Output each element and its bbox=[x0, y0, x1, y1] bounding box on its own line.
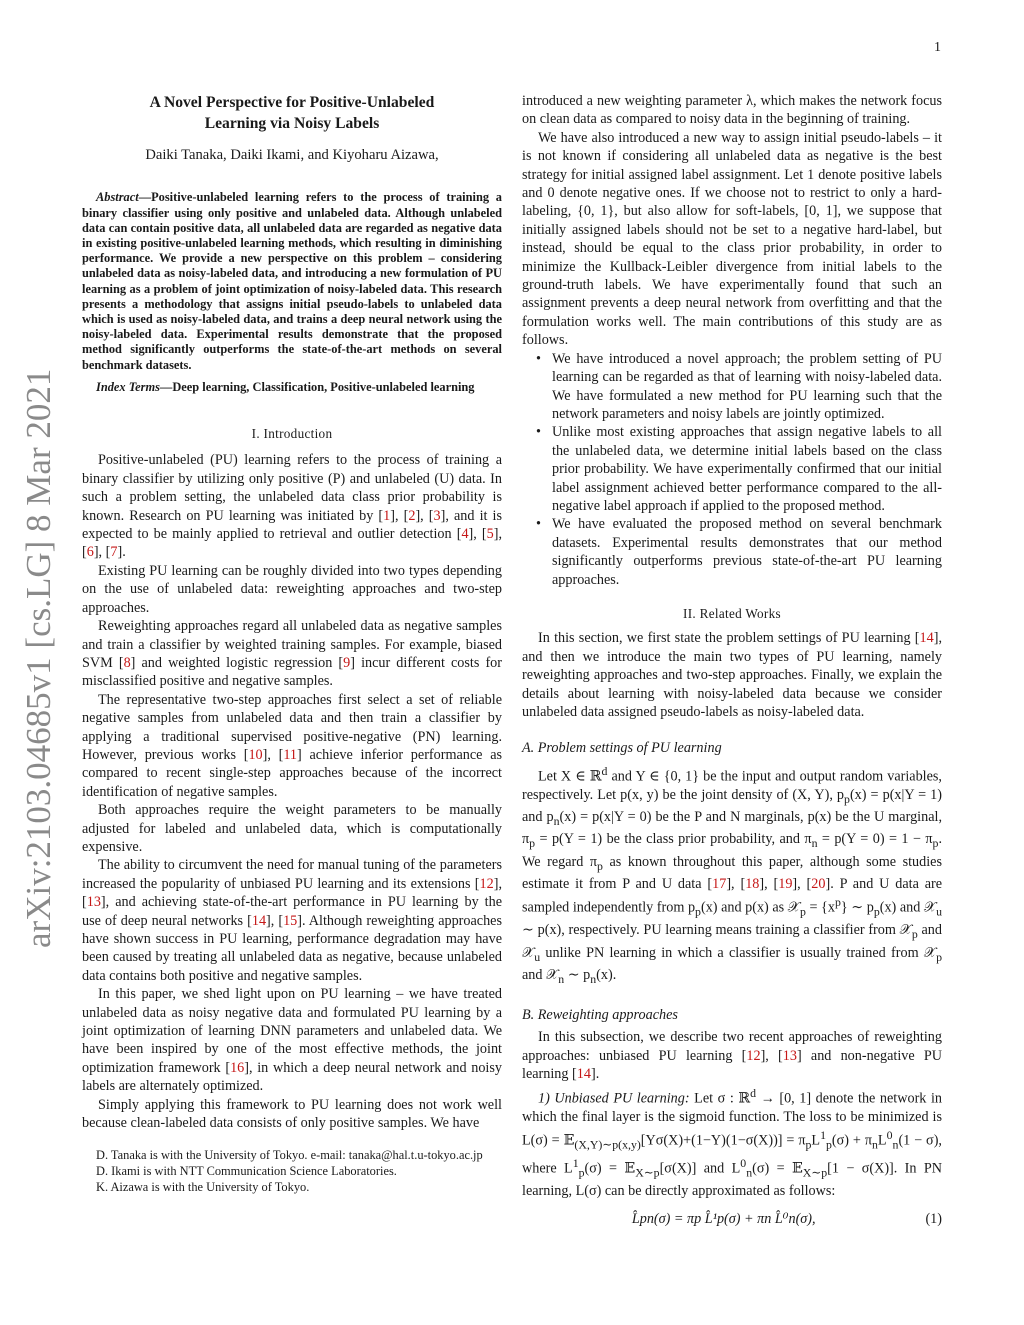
arxiv-watermark: arXiv:2103.04685v1 [cs.LG] 8 Mar 2021 bbox=[19, 368, 58, 948]
citation-link[interactable]: 6 bbox=[86, 544, 94, 561]
citation-link[interactable]: 12 bbox=[479, 875, 494, 892]
citation-link[interactable]: 20 bbox=[811, 875, 826, 892]
index-terms-label: Index Terms bbox=[96, 379, 160, 394]
citation-link[interactable]: 5 bbox=[486, 526, 494, 543]
citation-link[interactable]: 1 bbox=[383, 507, 391, 524]
citation-link[interactable]: 12 bbox=[746, 1047, 761, 1064]
section-heading-introduction: I. Introduction bbox=[251, 426, 333, 442]
intro-paragraph-4: The representative two-step approaches first select a set of reliable negative samples from unlabeled data and then train a classifier by applying a traditional supervised positive-negative (PN) learning. However, previous works [10], [11] achieve inferior performance as compared to recent single-step approaches because of the incorrect identification of negative samples. bbox=[82, 691, 503, 800]
problem-settings-paragraph: Let X ∈ ℝ$^d$ and Y ∈ {0, 1} be the input and output random variables, respectively. Let p(x, y) be the joint density of (X, Y), $p_p(x) = p(x|Y = 1)$ and $p_n(x) = p(x|Y = 0)$ be the P and N marginals, p(x) be the U marginal, $\pi_p = p(Y = 1)$ be the class prior probability, and $\pi_n = p(Y = 0) = 1 - \pi_p$. We regard $\pi_p$ as known throughout this paper, although some studies estimate it from P and U data [17], [18], [19], [20]. P and U data are sampled independently from $p_p(x)$ and p(x) as 𝒳$_p$ = $\{x^p\}$ ∼ $p_p(x)$ and 𝒳$_u$ ∼ p(x), respectively. PU learning means training a classifier from 𝒳$_p$ and 𝒳$_u$ unlike PN learning in which a classifier is usually trained from 𝒳$_p$ and 𝒳$_n$ ∼ $p_n(x)$. bbox=[522, 763, 943, 986]
intro-paragraph-2: Existing PU learning can be roughly divided into two types depending on the use of unlabeled data: reweighting approaches and two-step approaches. bbox=[82, 562, 502, 616]
author-list: Daiki Tanaka, Daiki Ikami, and Kiyoharu Aizawa, bbox=[145, 147, 439, 163]
list-item: • Unlike most existing approaches that assign negative labels to all the unlabeled data, we determine initial labels based on the class prior probability. We have experimentally confirmed that our initial label assignment achieved better performance compared to the all-negative label approach if applied to the proposed method. bbox=[552, 423, 942, 515]
intro-paragraph-3: Reweighting approaches regard all unlabeled data as negative samples and train a classifier by weighted training samples. For example, biased SVM [8] and weighted logistic regression [9] incur different costs for misclassified positive and negative samples. bbox=[82, 618, 502, 690]
page-number: 1 bbox=[934, 40, 941, 55]
intro-paragraph-7: In this paper, we shed light upon on PU learning – we have treated unlabeled data as noisy negative data and formulated PU learning by a joint optimization of learning DNN parameters and unlabeled data. We have been inspired by one of the most effective methods, the joint optimization framework [16], in which a deep neural network and noisy labels are alternately optimized. bbox=[82, 986, 502, 1095]
footnote: K. Aizawa is with the University of Tokyo. bbox=[96, 1179, 310, 1194]
citation-link[interactable]: 13 bbox=[86, 894, 101, 911]
intro-paragraph-5: Both approaches require the weight parameters to be manually adjusted for labeled and unlabeled data, which is computationally expensive. bbox=[82, 802, 502, 855]
intro-paragraph-continued: introduced a new weighting parameter λ, which makes the network focus on clean data as compared to noisy data in the beginning of training. bbox=[522, 93, 942, 128]
citation-link[interactable]: 18 bbox=[745, 875, 760, 892]
citation-link[interactable]: 9 bbox=[343, 654, 351, 671]
citation-link[interactable]: 3 bbox=[433, 507, 441, 524]
reweighting-paragraph: In this subsection, we describe two recent approaches of reweighting approaches: unbiased PU learning [12], [13] and non-negative PU learning [14]. bbox=[522, 1029, 942, 1083]
index-terms-text: —Deep learning, Classification, Positive-unlabeled learning bbox=[159, 379, 475, 394]
citation-link[interactable]: 11 bbox=[283, 746, 298, 763]
intro-paragraph-8: Simply applying this framework to PU learning does not work well because clean-labeled data consists of only positive samples. We have bbox=[82, 1096, 502, 1132]
list-item: • We have introduced a novel approach; the problem setting of PU learning can be regarded as that of learning with noisy-labeled data. We have formulated a new method for PU learning such that the network parameters and noisy labels are jointly optimized. bbox=[552, 350, 942, 424]
footnotes bbox=[82, 1148, 502, 1195]
left-column bbox=[82, 92, 502, 1195]
contributions-list bbox=[522, 350, 942, 589]
subsection-heading-problem-settings: A. Problem settings of PU learning bbox=[522, 740, 722, 757]
citation-link[interactable]: 7 bbox=[110, 544, 118, 561]
abstract-text: —Positive-unlabeled learning refers to the process of training a binary classifier using only positive and unlabeled data. Although unlabeled data can contain positive data, all unlabeled data are regarded as negative data in existing positive-unlabeled learning methods, which resulting in diminishing performance. We provide a new perspective on this problem – considering unlabeled data as noisy-labeled data, and introducing a new formulation of PU learning as a problem of joint optimization of noisy-labeled data. This research presents a methodology that assigns initial pseudo-labels to unlabeled data which is used as noisy-labeled data, and trains a deep neural network using the noisy-labeled data. Experimental results demonstrate that the proposed method significantly outperforms the state-of-the-art methods on several benchmark datasets. bbox=[82, 190, 502, 372]
abstract-label: Abstract bbox=[96, 190, 139, 205]
list-item: • We have evaluated the proposed method on several benchmark datasets. Experimental results demonstrates that our method significantly outperforms previous state-of-the-art PU learning approaches. bbox=[552, 515, 942, 589]
footnote: D. Tanaka is with the University of Tokyo. e-mail: tanaka@hal.t.u-tokyo.ac.jp bbox=[96, 1148, 483, 1163]
citation-link[interactable]: 13 bbox=[782, 1047, 797, 1064]
unbiased-pu-paragraph: 1) Unbiased PU learning: Let σ : ℝ$^d$ → [0, 1] denote the network in which the final layer is the sigmoid function. The loss to be minimized is L(σ) = 𝔼$_{(X,Y)\sim p(x,y)}$[Yσ(X)+(1−Y)(1−σ(X))] = $\pi_pL^1_p(\sigma) + \pi_nL^0_n(1 - \sigma)$, where $L^1_p(\sigma)$ = 𝔼$_{X\sim p}$[σ(X)] and $L^0_n(\sigma)$ = 𝔼$_{X\sim p}$[1 − σ(X)]. In PN learning, L(σ) can be directly approximated as follows: bbox=[522, 1085, 943, 1200]
related-paragraph-1: In this section, we first state the problem settings of PU learning [14], and then we introduce the main two types of PU learning, namely reweighting approaches and two-step approaches. Finally, we explain the details about learning with noisy-labeled data because we consider unlabeled data assigned pseudo-labels as noisy-labeled data. bbox=[522, 630, 942, 720]
citation-link[interactable]: 15 bbox=[283, 912, 298, 929]
equation-1 bbox=[522, 1210, 942, 1228]
citation-link[interactable]: 19 bbox=[778, 875, 793, 892]
citation-link[interactable]: 14 bbox=[251, 912, 267, 929]
intro-paragraph-1: Positive-unlabeled (PU) learning refers to the process of training a binary classifier by utilizing only positive (P) and unlabeled (U) data. In such a problem setting, the unlabeled data class prior probability is known. Research on PU learning was initiated by [1], [2], [3], and it is expected to be mainly applied to retrieval and outlier detection [4], [5], [6], [7]. bbox=[82, 452, 503, 561]
citation-link[interactable]: 16 bbox=[230, 1059, 245, 1076]
citation-link[interactable]: 17 bbox=[712, 875, 727, 892]
equation-body: L̂pn(σ) = πp L̂¹p(σ) + πn L̂⁰n(σ), bbox=[631, 1211, 816, 1228]
subsection-heading-reweighting: B. Reweighting approaches bbox=[522, 1006, 678, 1023]
intro-paragraph-labels: We have also introduced a new way to assign initial pseudo-labels – it is not known if considering all unlabeled data as negative is the best strategy for initial assigned label assignment. Let 1 denote positive labels and 0 denote negative ones. If we choose not to restrict to only a hard-labeling, {0, 1}, but also allow for soft-labels, [0, 1], we suppose that initially assigned labels should not be set to a negative hard-label, but instead, should be equal to the class prior probability, in order to minimize the Kullback-Leibler divergence from initial labels to the ground-truth labels. We have experimentally found that such an assignment prevents a deep neural network from overfitting and that the formulation works well. The main contributions of this study are as follows. bbox=[522, 129, 942, 349]
right-column bbox=[522, 92, 942, 1229]
citation-link[interactable]: 2 bbox=[408, 507, 416, 524]
equation-number: (1) bbox=[925, 1211, 942, 1228]
abstract bbox=[82, 190, 502, 372]
intro-paragraph-6: The ability to circumvent the need for manual tuning of the parameters increased the popularity of unbiased PU learning and its extensions [12], [13], and achieving state-of-the-art performance in PU learning by the use of deep neural networks [14], [15]. Although reweighting approaches have shown success in PU learning, performance degradation may have been caused by treating all unlabeled data as negative, because unlabeled data contains both positive and negative samples. bbox=[82, 857, 502, 984]
citation-link[interactable]: 8 bbox=[123, 654, 131, 671]
footnote: D. Ikami is with NTT Communication Science Laboratories. bbox=[96, 1164, 397, 1179]
citation-link[interactable]: 14 bbox=[919, 630, 934, 647]
paragraph-run-in-heading: 1) Unbiased PU learning: bbox=[538, 1090, 690, 1107]
section-heading-related-works: II. Related Works bbox=[683, 605, 781, 621]
paper-title: A Novel Perspective for Positive-Unlabeled Learning via Noisy Labels bbox=[149, 94, 435, 132]
citation-link[interactable]: 4 bbox=[461, 526, 469, 543]
citation-link[interactable]: 14 bbox=[576, 1066, 591, 1083]
index-terms bbox=[82, 380, 502, 395]
citation-link[interactable]: 10 bbox=[248, 746, 263, 763]
